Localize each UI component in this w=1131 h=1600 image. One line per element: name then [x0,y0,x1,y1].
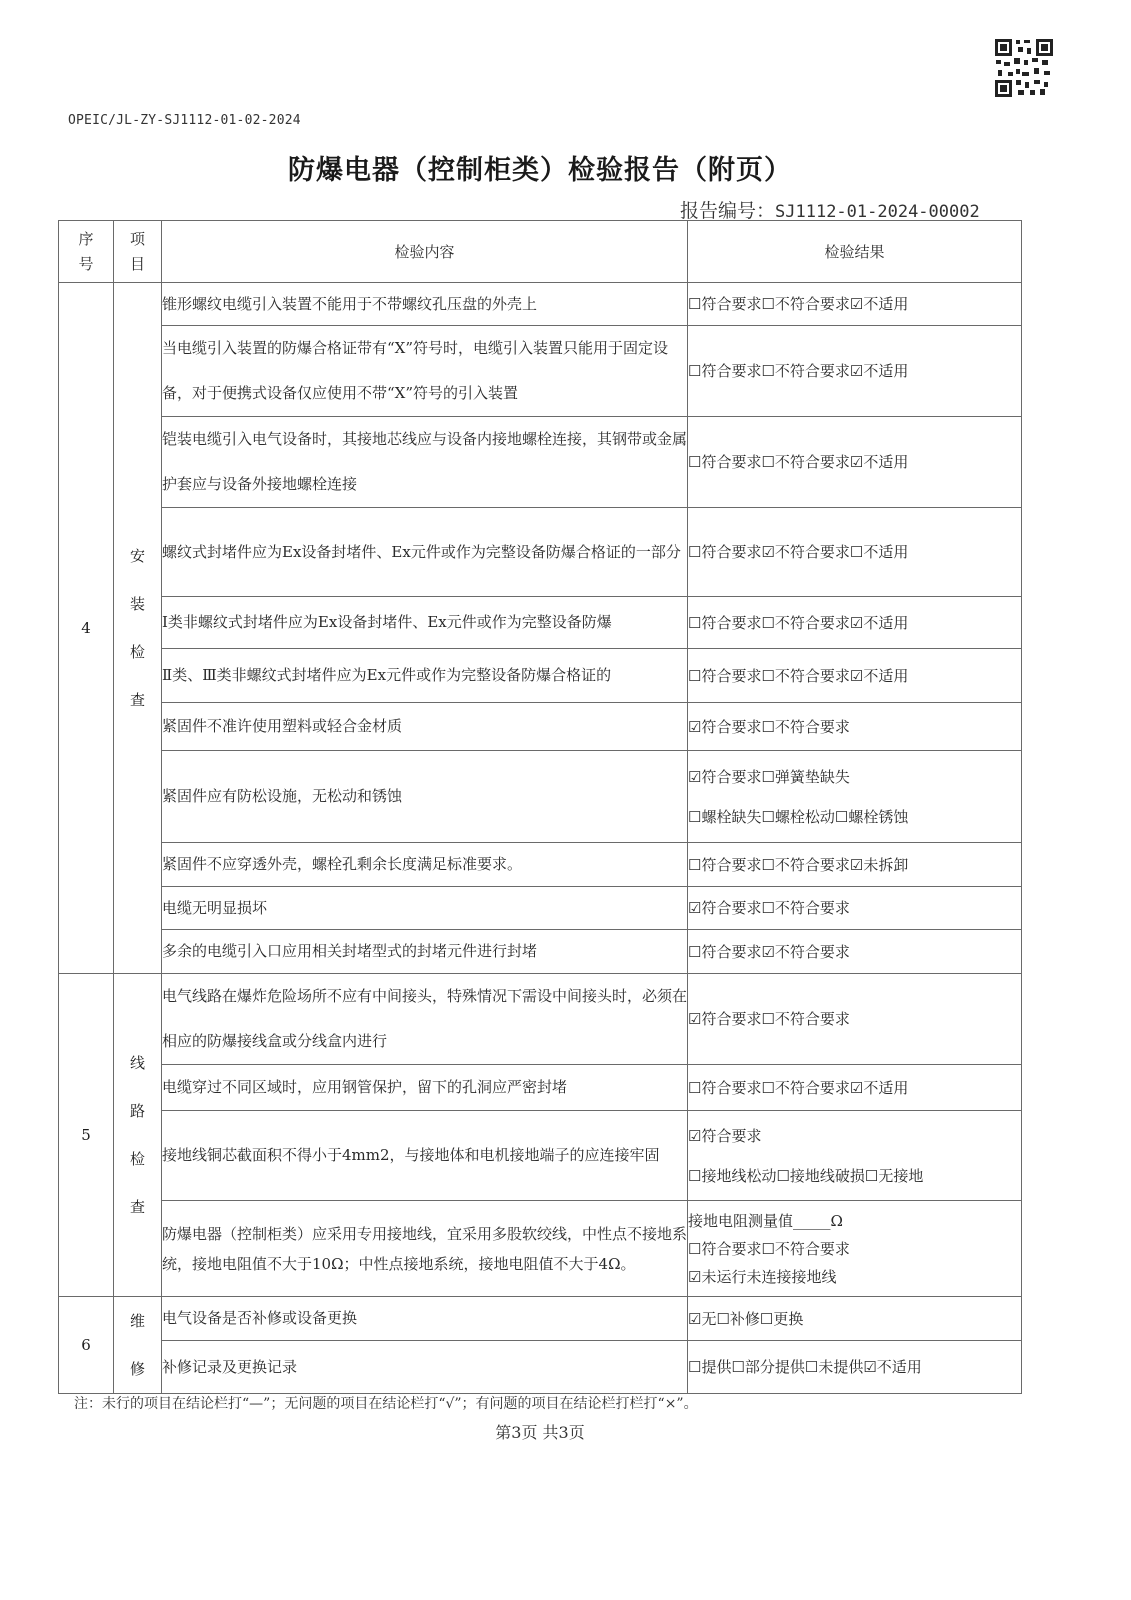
inspection-content: 电缆无明显损坏 [162,887,688,930]
page-number: 第3页 共3页 [495,1423,585,1442]
header-result: 检验结果 [688,221,1022,283]
section-number: 5 [59,974,114,1297]
report-number [680,196,980,223]
table-row [59,751,1022,843]
inspection-result: ☐符合要求☐不符合要求☑不适用 [688,326,1022,417]
table-row [59,283,1022,326]
inspection-result: ☐符合要求☑不符合要求☐不适用 [688,508,1022,597]
inspection-result: ☐符合要求☐不符合要求☑不适用 [688,283,1022,326]
document-code: OPEIC/JL-ZY-SJ1112-01-02-2024 [68,113,301,128]
header-seq: 序 号 [59,221,114,283]
inspection-result: ☑符合要求☐不符合要求 [688,974,1022,1065]
inspection-result: ☐符合要求☐不符合要求☑不适用 [688,649,1022,703]
footnote: 注：未行的项目在结论栏打“—”；无问题的项目在结论栏打“√”；有问题的项目在结论栏打栏打“×”。 [74,1396,698,1412]
inspection-result: ☑符合要求 ☐接地线松动☐接地线破损☐无接地 [688,1111,1022,1201]
inspection-content: 防爆电器（控制柜类）应采用专用接地线，宜采用多股软绞线，中性点不接地系统，接地电阻值不大于10Ω；中性点接地系统，接地电阻值不大于4Ω。 [162,1201,688,1297]
inspection-result: 接地电阻测量值_____Ω ☐符合要求☐不符合要求 ☑未运行未连接接地线 [688,1201,1022,1297]
table-row [59,1111,1022,1201]
inspection-content: 多余的电缆引入口应用相关封堵型式的封堵元件进行封堵 [162,930,688,974]
inspection-content: 紧固件不应穿透外壳，螺栓孔剩余长度满足标准要求。 [162,843,688,887]
header-content: 检验内容 [162,221,688,283]
inspection-result: ☐符合要求☐不符合要求☑不适用 [688,597,1022,649]
section-name: 安 装 检 查 [114,283,162,974]
section-number: 4 [59,283,114,974]
inspection-result: ☑符合要求☐不符合要求 [688,703,1022,751]
inspection-content: 紧固件不准许使用塑料或轻合金材质 [162,703,688,751]
report-number-label: 报告编号： [680,200,776,222]
inspection-content: 螺纹式封堵件应为Ex设备封堵件、Ex元件或作为完整设备防爆合格证的一部分 [162,508,688,597]
inspection-table [58,220,1022,1394]
table-row [59,703,1022,751]
inspection-content: 补修记录及更换记录 [162,1341,688,1394]
report-number-value: SJ1112-01-2024-00002 [775,202,980,222]
inspection-result: ☑符合要求☐不符合要求 [688,887,1022,930]
inspection-content: 接地线铜芯截面积不得小于4mm2，与接地体和电机接地端子的应连接牢固 [162,1111,688,1201]
table-row [59,974,1022,1065]
qr-code-icon [994,38,1054,98]
qr-code [994,38,1054,98]
inspection-content: 电缆穿过不同区域时，应用钢管保护，留下的孔洞应严密封堵 [162,1065,688,1111]
table-row [59,887,1022,930]
table-row [59,1201,1022,1297]
table-row [59,843,1022,887]
table-row [59,417,1022,508]
inspection-content: 紧固件应有防松设施，无松动和锈蚀 [162,751,688,843]
table-row [59,508,1022,597]
inspection-result: ☑无☐补修☐更换 [688,1297,1022,1341]
table-header-row [59,221,1022,283]
inspection-result: ☐符合要求☐不符合要求☑不适用 [688,417,1022,508]
table-row [59,930,1022,974]
inspection-content: 锥形螺纹电缆引入装置不能用于不带螺纹孔压盘的外壳上 [162,283,688,326]
section-name: 线 路 检 查 [114,974,162,1297]
table-row [59,1341,1022,1394]
inspection-result: ☐符合要求☐不符合要求☑未拆卸 [688,843,1022,887]
inspection-result: ☐符合要求☑不符合要求 [688,930,1022,974]
inspection-content: Ⅱ类、Ⅲ类非螺纹式封堵件应为Ex元件或作为完整设备防爆合格证的 [162,649,688,703]
page-title: 防爆电器（控制柜类）检验报告（附页） [288,155,792,186]
section-name: 维 修 [114,1297,162,1394]
inspection-result: ☑符合要求☐弹簧垫缺失 ☐螺栓缺失☐螺栓松动☐螺栓锈蚀 [688,751,1022,843]
table-row [59,1065,1022,1111]
inspection-content: Ⅰ类非螺纹式封堵件应为Ex设备封堵件、Ex元件或作为完整设备防爆 [162,597,688,649]
table-row [59,326,1022,417]
inspection-content: 铠装电缆引入电气设备时，其接地芯线应与设备内接地螺栓连接，其钢带或金属护套应与设备外接地螺栓连接 [162,417,688,508]
section-number: 6 [59,1297,114,1394]
inspection-content: 电气设备是否补修或设备更换 [162,1297,688,1341]
table-row [59,597,1022,649]
inspection-result: ☐提供☐部分提供☐未提供☑不适用 [688,1341,1022,1394]
header-item: 项 目 [114,221,162,283]
table-row [59,649,1022,703]
inspection-result: ☐符合要求☐不符合要求☑不适用 [688,1065,1022,1111]
table-row [59,1297,1022,1341]
inspection-content: 电气线路在爆炸危险场所不应有中间接头，特殊情况下需设中间接头时，必须在相应的防爆接线盒或分线盒内进行 [162,974,688,1065]
inspection-content: 当电缆引入装置的防爆合格证带有“X”符号时，电缆引入装置只能用于固定设备，对于便携式设备仅应使用不带“X”符号的引入装置 [162,326,688,417]
